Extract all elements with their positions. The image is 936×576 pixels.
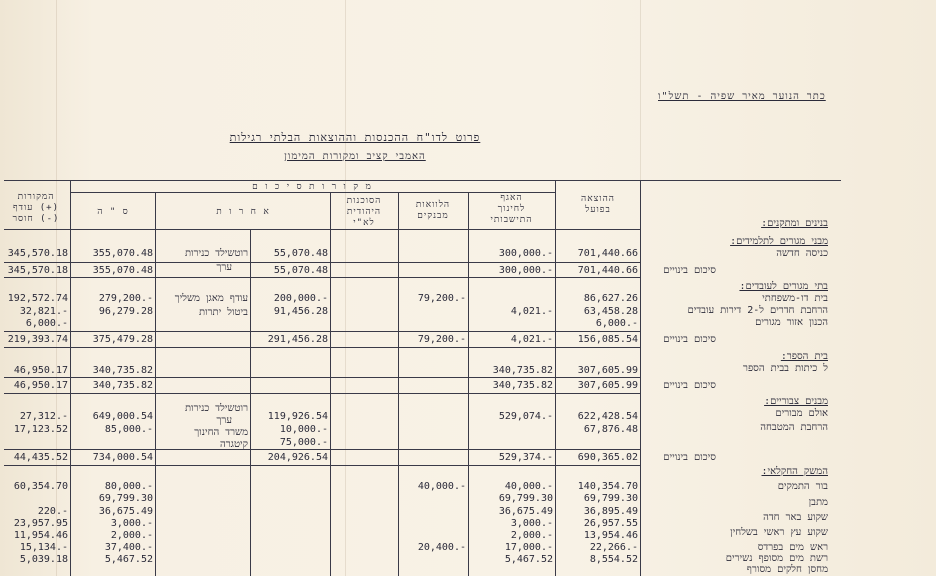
col-divider <box>155 192 156 576</box>
cell-edu: 36,675.49 <box>498 506 553 517</box>
cell-total: 37,400.- <box>104 542 153 553</box>
row-rule <box>4 347 641 348</box>
cell-edu: 69,799.30 <box>498 493 553 504</box>
row-label: מתבן <box>808 497 828 508</box>
col-divider <box>555 180 556 576</box>
cell-edu: 340,735.82 <box>492 380 553 391</box>
col-header-others: א ח ר ו ת <box>216 207 270 217</box>
cell-total: 340,735.82 <box>92 380 153 391</box>
cell-actual: 140,354.70 <box>577 481 638 492</box>
cell-deficit: 6,000.- <box>25 318 68 329</box>
cell-edu: 529,374.- <box>498 452 553 463</box>
cell-actual: 36,895.49 <box>583 506 638 517</box>
cell-total: 36,675.49 <box>98 506 153 517</box>
cell-edu: 5,467.52 <box>504 554 553 565</box>
others-source: רוטשילד כנירות <box>184 403 248 414</box>
row-rule <box>4 465 641 466</box>
cell-bank: 79,200.- <box>417 293 466 304</box>
cell-total: 375,479.28 <box>92 334 153 345</box>
cell-total: 69,799.30 <box>98 493 153 504</box>
cell-actual: 622,428.54 <box>577 411 638 422</box>
row-label: הרחבת חדרים ל-2 דירות עובדים <box>687 305 828 316</box>
table-top-rule <box>4 180 841 181</box>
cell-actual: 13,954.46 <box>583 530 638 541</box>
col-divider <box>640 180 641 576</box>
cell-edu: 529,074.- <box>498 411 553 422</box>
col-divider <box>398 192 399 576</box>
cell-actual: 156,085.54 <box>577 334 638 345</box>
cell-edu: 4,021.- <box>510 334 553 345</box>
row-label: ל כיתות בבית הספר <box>743 363 828 374</box>
cell-actual: 69,799.30 <box>583 493 638 504</box>
row-label: הרחבת המטבחה <box>760 422 828 433</box>
others-source: עודף מאגן משליך <box>174 293 248 304</box>
cell-actual: 701,440.66 <box>577 248 638 259</box>
cell-edu: 340,735.82 <box>492 365 553 376</box>
cell-deficit: 32,821.- <box>19 306 68 317</box>
cell-others: 291,456.28 <box>267 334 328 345</box>
col-header-deficit: המקורות עודף (+) חוסר (-) <box>12 192 60 224</box>
cell-actual: 67,876.48 <box>583 424 638 435</box>
cell-deficit: 44,435.52 <box>13 452 68 463</box>
cell-deficit: 23,957.95 <box>13 518 68 529</box>
cell-actual: 701,440.66 <box>577 265 638 276</box>
cell-total: 80,000.- <box>104 481 153 492</box>
row-label: שקוע עץ ראשי בשלחין <box>730 527 828 538</box>
cell-actual: 63,458.28 <box>583 306 638 317</box>
page-title: פרוט לדו"ח ההכנסות וההוצאות הבלתי רגילות <box>229 131 481 144</box>
cell-others: 204,926.54 <box>267 452 328 463</box>
col-header-actual: ההוצאה בפועל <box>581 194 615 215</box>
col-divider <box>250 229 251 576</box>
section-staff-housing: בתי מגורים לעובדים: <box>739 281 828 292</box>
cell-deficit: 60,354.70 <box>13 481 68 492</box>
others-source: ערך <box>216 262 232 273</box>
cell-total: 355,070.48 <box>92 265 153 276</box>
cell-bank: 40,000.- <box>417 481 466 492</box>
row-label: ראש מים בפרדס <box>757 542 828 553</box>
col-header-bank: הלוואות מבנקים <box>415 200 451 221</box>
row-label: הכנון אזור מגורים <box>755 317 828 328</box>
section-public: מבנים צבוריים: <box>764 396 828 407</box>
cell-deficit: 345,570.18 <box>7 248 68 259</box>
cell-others: 200,000.- <box>273 293 328 304</box>
cell-deficit: 15,134.- <box>19 542 68 553</box>
cell-deficit: 27,312.- <box>19 411 68 422</box>
subtotal-label: סיכום בינויים <box>663 380 716 391</box>
row-label: רשת מים מסופף נשירים <box>725 553 828 564</box>
cell-total: 5,467.52 <box>104 554 153 565</box>
cell-actual: 307,605.99 <box>577 380 638 391</box>
cell-deficit: 46,950.17 <box>13 365 68 376</box>
cell-others: 119,926.54 <box>267 411 328 422</box>
cell-total: 85,000.- <box>104 424 153 435</box>
cell-total: 2,000.- <box>110 530 153 541</box>
col-divider <box>468 192 469 576</box>
cell-bank: 20,400.- <box>417 542 466 553</box>
cell-actual: 6,000.- <box>595 318 638 329</box>
fold-line <box>345 0 346 576</box>
cell-edu: 2,000.- <box>510 530 553 541</box>
row-label: בור התמקים <box>777 481 828 492</box>
others-source: ערך <box>216 415 232 426</box>
cell-edu: 17,000.- <box>504 542 553 553</box>
others-source: רוטשילד כנירות <box>184 248 248 259</box>
cell-others: 75,000.- <box>279 437 328 448</box>
cell-deficit: 46,950.17 <box>13 380 68 391</box>
cell-total: 3,000.- <box>110 518 153 529</box>
cell-deficit: 219,393.74 <box>7 334 68 345</box>
cell-actual: 26,957.55 <box>583 518 638 529</box>
cell-total: 734,000.54 <box>92 452 153 463</box>
library-code: כתר הנוער מאיר שפיה - תשל"ו <box>658 91 826 102</box>
cell-others: 10,000.- <box>279 424 328 435</box>
section-student-buildings: מבני מגורים לתלמידים: <box>730 236 828 247</box>
cell-actual: 8,554.52 <box>589 554 638 565</box>
row-label: מחסן חלקים מסורף <box>746 564 828 575</box>
section-school: בית הספר: <box>780 351 828 362</box>
row-rule <box>4 262 641 263</box>
col-header-agency: הסוכנות היהודית לא"י <box>346 196 382 228</box>
cell-actual: 307,605.99 <box>577 365 638 376</box>
cell-deficit: 5,039.18 <box>19 554 68 565</box>
cell-others: 55,070.48 <box>273 248 328 259</box>
cell-total: 279,200.- <box>98 293 153 304</box>
col-header-edu: האגף לחינוך התישבותי <box>490 193 533 225</box>
cell-bank: 79,200.- <box>417 334 466 345</box>
cell-total: 96,279.28 <box>98 306 153 317</box>
cell-edu: 40,000.- <box>504 481 553 492</box>
cell-actual: 86,627.26 <box>583 293 638 304</box>
cell-others: 91,456.28 <box>273 306 328 317</box>
row-rule <box>4 277 641 278</box>
col-divider <box>330 192 331 576</box>
cell-deficit: 17,123.52 <box>13 424 68 435</box>
row-rule <box>4 377 641 378</box>
row-rule <box>4 331 641 332</box>
row-rule <box>4 393 641 394</box>
cell-total: 649,000.54 <box>92 411 153 422</box>
subtotal-label: סיכום בינויים <box>663 265 716 276</box>
col-divider <box>70 180 71 576</box>
row-label: שקוע באר חדה <box>763 512 828 523</box>
cell-deficit: 192,572.74 <box>7 293 68 304</box>
page-subtitle: האמבי קציב ומקורות המימון <box>284 151 426 162</box>
cell-edu: 300,000.- <box>498 248 553 259</box>
col-header-sources: מ ק ו ר ו ת ס י כ ו ם <box>252 182 372 192</box>
subtotal-label: סיכום בינויים <box>663 334 716 345</box>
row-label: כניסה חדשה <box>776 248 828 259</box>
section-buildings: בנינים ומתקנים: <box>761 218 828 229</box>
row-rule <box>4 449 641 450</box>
cell-actual: 690,365.02 <box>577 452 638 463</box>
cell-deficit: 220.- <box>37 506 68 517</box>
cell-edu: 4,021.- <box>510 306 553 317</box>
header-bottom-rule <box>4 229 641 230</box>
others-source: ביטול יתרות <box>198 307 248 318</box>
cell-deficit: 11,954.46 <box>13 530 68 541</box>
subtotal-label: סיכום בינויים <box>663 452 716 463</box>
cell-others: 55,070.48 <box>273 265 328 276</box>
cell-deficit: 345,570.18 <box>7 265 68 276</box>
cell-total: 340,735.82 <box>92 365 153 376</box>
row-label: אולם מבורים <box>775 408 828 419</box>
cell-edu: 3,000.- <box>510 518 553 529</box>
cell-total: 355,070.48 <box>92 248 153 259</box>
others-source: משרד החינוך <box>194 427 248 438</box>
others-source: קיטגרה <box>220 439 248 450</box>
cell-edu: 300,000.- <box>498 265 553 276</box>
col-header-total: ס " ה <box>97 207 129 217</box>
row-label: בית דו-משפחתי <box>762 293 828 304</box>
cell-actual: 22,266.- <box>589 542 638 553</box>
section-agri: המשק החקלאי: <box>761 466 828 477</box>
